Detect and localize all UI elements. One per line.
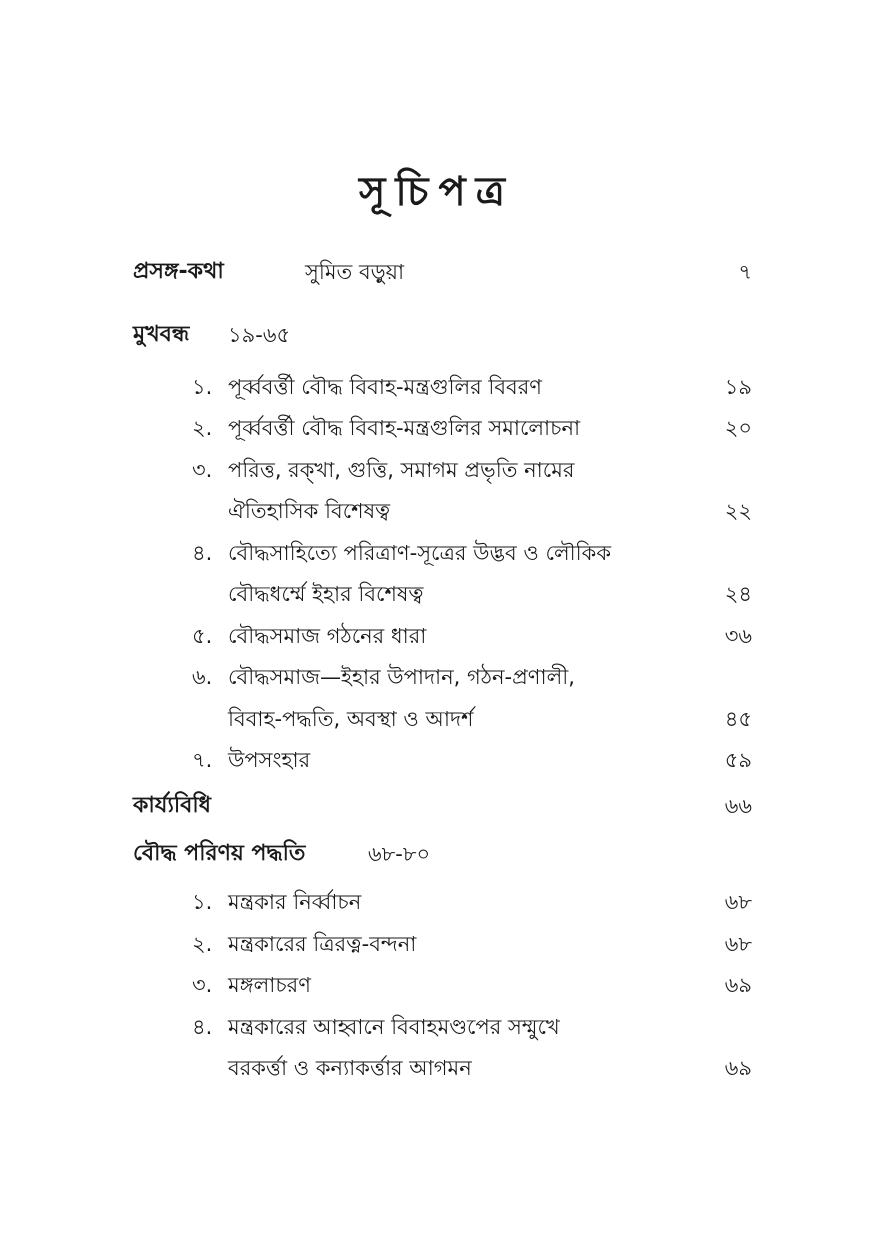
page-range: ৬৮-৮০ [368,842,431,866]
toc-item [0,740,874,780]
page-range: ১৯-৬৫ [228,323,291,347]
item-title: বৌদ্ধসমাজ—ইহার উপাদান, গঠন-প্রণালী, [228,665,575,689]
toc-item [0,367,874,407]
page-number: ৩৬ [724,624,752,648]
page-number: ৬৮ [724,890,752,914]
item-number: ৪. [192,1015,213,1039]
toc-item-continuation [0,491,874,531]
page-number: ৬৯ [724,973,752,997]
item-number: ১. [192,375,213,399]
item-title-line-2: ঐতিহাসিক বিশেষত্ব [228,499,391,523]
item-title: পূর্ব্ববর্ত্তী বৌদ্ধ বিবাহ-মন্ত্রগুলির সমালোচনা [228,416,581,440]
page-number: ১৯ [724,375,752,399]
toc-entry-prasanga [0,252,874,292]
item-number: ৬. [192,665,213,689]
page-title: সূচিপত্র [359,169,515,215]
item-number: ১. [192,890,213,914]
section-heading: বৌদ্ধ পরিণয় পদ্ধতি [133,841,306,866]
item-number: ৭. [192,748,213,772]
toc-item [0,657,874,697]
item-title-line-2: বিবাহ-পদ্ধতি, অবস্থা ও আদর্শ [228,707,474,731]
item-title: পূর্ব্ববর্ত্তী বৌদ্ধ বিবাহ-মন্ত্রগুলির বিবরণ [228,375,542,399]
page-number: ৭ [738,260,752,284]
item-number: ৩. [192,973,213,997]
page-number: ২২ [724,499,752,523]
toc-section-parinay [0,834,874,874]
item-title: মঙ্গলাচরণ [228,973,311,997]
page-number: ৪৫ [724,707,752,731]
page-number: ২০ [724,416,752,440]
toc-section-mukhabandha [0,315,874,355]
item-title-line-2: বরকর্ত্তা ও কন্যাকর্ত্তার আগমন [228,1056,472,1080]
toc-item [0,450,874,490]
page-number: ৫৯ [724,748,752,772]
toc-entry-karyabidhi [0,786,874,826]
toc-item-continuation [0,1048,874,1088]
toc-item [0,1007,874,1047]
toc-item [0,965,874,1005]
item-title: মন্ত্রকারের আহ্বানে বিবাহমণ্ডপের সম্মুখে [228,1015,560,1039]
toc-item [0,882,874,922]
section-heading: প্রসঙ্গ-কথা [133,259,224,284]
item-title: উপসংহার [228,748,311,772]
page-number: ৬৮ [724,932,752,956]
item-title-line-2: বৌদ্ধধর্ম্মে ইহার বিশেষত্ব [228,582,424,606]
author-name: সুমিত বড়ুয়া [305,260,405,284]
item-number: ৪. [192,541,213,565]
section-heading: মুখবন্ধ [133,322,190,347]
section-heading: কার্য্যবিধি [133,793,211,818]
toc-item-continuation [0,699,874,739]
item-title: মন্ত্রকারের ত্রিরত্ন-বন্দনা [228,932,417,956]
toc-item [0,616,874,656]
toc-item [0,533,874,573]
page-number: ৬৯ [724,1056,752,1080]
item-number: ৩. [192,458,213,482]
page-number: ৬৬ [724,794,752,818]
toc-item [0,408,874,448]
item-number: ২. [192,416,213,440]
item-title: মন্ত্রকার নির্ব্বাচন [228,890,362,914]
item-title: বৌদ্ধসমাজ গঠনের ধারা [228,624,427,648]
item-title: পরিত্ত, রক্খা, গুত্তি, সমাগম প্রভৃতি নামের [228,458,575,482]
toc-item-continuation [0,574,874,614]
item-number: ২. [192,932,213,956]
page-number: ২৪ [724,582,752,606]
item-title: বৌদ্ধসাহিত্যে পরিত্রাণ-সূত্রের উদ্ভব ও লৌকিক [228,541,612,565]
item-number: ৫. [192,624,213,648]
toc-item [0,924,874,964]
